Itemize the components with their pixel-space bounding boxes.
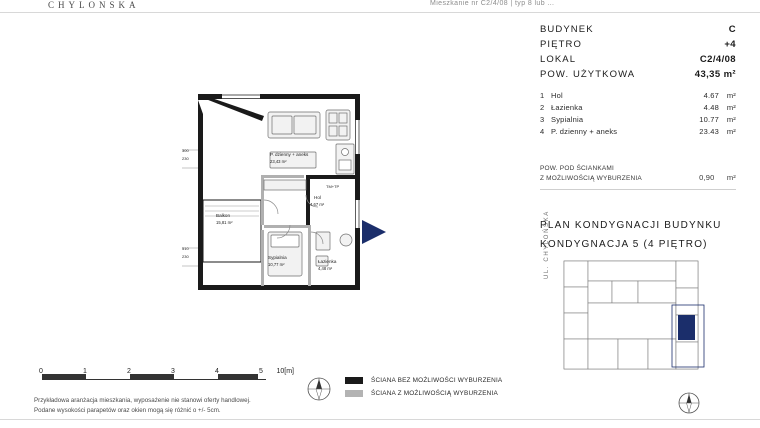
room-number: 2 bbox=[540, 102, 545, 112]
value-floor: +4 bbox=[724, 39, 736, 50]
room-number: 4 bbox=[540, 127, 545, 137]
room-label-hall: Hol bbox=[314, 195, 321, 200]
demolishable-area-note bbox=[540, 164, 736, 184]
entrance-arrow bbox=[362, 220, 386, 244]
room-area: 4.67 bbox=[703, 90, 719, 100]
keyplan-title-line-2: KONDYGNACJA 5 (4 PIĘTRO) bbox=[540, 239, 708, 251]
room-name: P. dzienny + aneks bbox=[551, 127, 618, 137]
room-area-living: 23,43 m² bbox=[270, 159, 287, 164]
disclaimer-line-1: Przykładowa aranżacja mieszkania, wyposażenie nie stanowi oferty handlowej. bbox=[34, 397, 251, 404]
page-title: CHYLONSKA bbox=[48, 0, 140, 10]
scale-tick: 2 bbox=[127, 368, 131, 375]
info-row-unit bbox=[540, 52, 736, 67]
note-line-2: Z MOŻLIWOŚCIĄ WYBURZENIA bbox=[540, 174, 642, 182]
floorplan-drawing bbox=[140, 80, 400, 310]
room-number: 3 bbox=[540, 114, 545, 124]
room-area-balcony: 15,81 m² bbox=[216, 220, 233, 225]
legend-label-demolishable-wall: ŚCIANA Z MOŻLIWOŚCIĄ WYBURZENIA bbox=[371, 390, 498, 397]
room-label-living: P. dzienny + aneks bbox=[270, 152, 309, 157]
disclaimer-text bbox=[34, 396, 304, 415]
compass-icon bbox=[305, 375, 333, 403]
dim-230a: 230 bbox=[182, 156, 189, 161]
room-area: 23.43 bbox=[699, 127, 719, 137]
scale-bar bbox=[34, 368, 294, 384]
room-unit: m² bbox=[726, 90, 736, 100]
legend-swatch-demolishable-wall bbox=[345, 390, 363, 397]
wc-label: TM+TP bbox=[326, 184, 340, 189]
dim-230b: 230 bbox=[182, 254, 189, 259]
keyplan-title bbox=[540, 216, 736, 254]
legend bbox=[345, 377, 535, 403]
disclaimer-line-2: Podane wysokości parapetów oraz okien mogą się różnić o +/- 5cm. bbox=[34, 406, 221, 414]
room-name: Hol bbox=[551, 90, 563, 100]
room-unit: m² bbox=[726, 102, 736, 112]
value-building: C bbox=[728, 24, 736, 35]
legend-swatch-solid-wall bbox=[345, 377, 363, 384]
room-label-balcony: Balkon bbox=[216, 213, 231, 218]
legend-item bbox=[345, 377, 535, 384]
scale-tick: 4 bbox=[215, 368, 219, 375]
keyplan-street-label: UL. CHYLOŃSKA bbox=[544, 210, 550, 279]
room-area-hall: 4,67 m² bbox=[310, 202, 325, 207]
compass-icon-corner bbox=[676, 390, 702, 416]
room-area-bedroom: 10,77 m² bbox=[268, 262, 285, 267]
room-unit: m² bbox=[726, 127, 736, 137]
room-area: 10.77 bbox=[699, 114, 719, 124]
scale-unit: 10[m] bbox=[276, 368, 294, 375]
table-row bbox=[540, 101, 736, 113]
label-building: BUDYNEK bbox=[540, 24, 594, 35]
room-name: Sypialnia bbox=[551, 114, 584, 124]
legend-label-solid-wall: ŚCIANA BEZ MOŻLIWOŚCI WYBURZENIA bbox=[371, 377, 503, 384]
dim-510: 510 bbox=[182, 246, 189, 251]
header-subtitle: Mieszkanie nr C2/4/08 | typ 8 lub ... bbox=[430, 0, 555, 7]
note-unit: m² bbox=[726, 173, 736, 182]
room-schedule bbox=[540, 89, 736, 138]
note-line-1: POW. POD ŚCIANKAMI bbox=[540, 164, 615, 172]
table-row bbox=[540, 126, 736, 138]
room-label-bedroom: Sypialnia bbox=[268, 255, 287, 260]
keyplan-title-line-1: PLAN KONDYGNACJI BUDYNKU bbox=[540, 220, 722, 232]
dim-300: 300 bbox=[182, 148, 189, 153]
room-area: 4.48 bbox=[703, 102, 719, 112]
scale-tick: 3 bbox=[171, 368, 175, 375]
room-unit: m² bbox=[726, 114, 736, 124]
info-panel bbox=[540, 22, 736, 254]
value-area: 43,35 m² bbox=[694, 69, 736, 80]
keyplan-highlight-unit bbox=[678, 315, 695, 340]
table-row bbox=[540, 89, 736, 101]
label-floor: PIĘTRO bbox=[540, 39, 582, 50]
legend-item bbox=[345, 390, 535, 397]
scale-tick: 0 bbox=[39, 368, 43, 375]
footer-divider bbox=[0, 419, 760, 420]
label-unit: LOKAL bbox=[540, 54, 577, 65]
info-row-area bbox=[540, 67, 736, 82]
info-row-building bbox=[540, 22, 736, 37]
room-name: Łazienka bbox=[551, 102, 583, 112]
table-row bbox=[540, 113, 736, 125]
room-area-bath: 4,48 m² bbox=[318, 266, 333, 271]
room-label-bath: Łazienka bbox=[318, 259, 337, 264]
note-value: 0,90 bbox=[699, 173, 715, 182]
label-area: POW. UŻYTKOWA bbox=[540, 69, 636, 80]
info-row-floor bbox=[540, 37, 736, 52]
scale-tick: 5 bbox=[259, 368, 263, 375]
panel-divider bbox=[540, 189, 736, 190]
value-unit: C2/4/08 bbox=[699, 54, 736, 65]
scale-tick: 1 bbox=[83, 368, 87, 375]
header-divider bbox=[0, 12, 760, 13]
room-number: 1 bbox=[540, 90, 545, 100]
